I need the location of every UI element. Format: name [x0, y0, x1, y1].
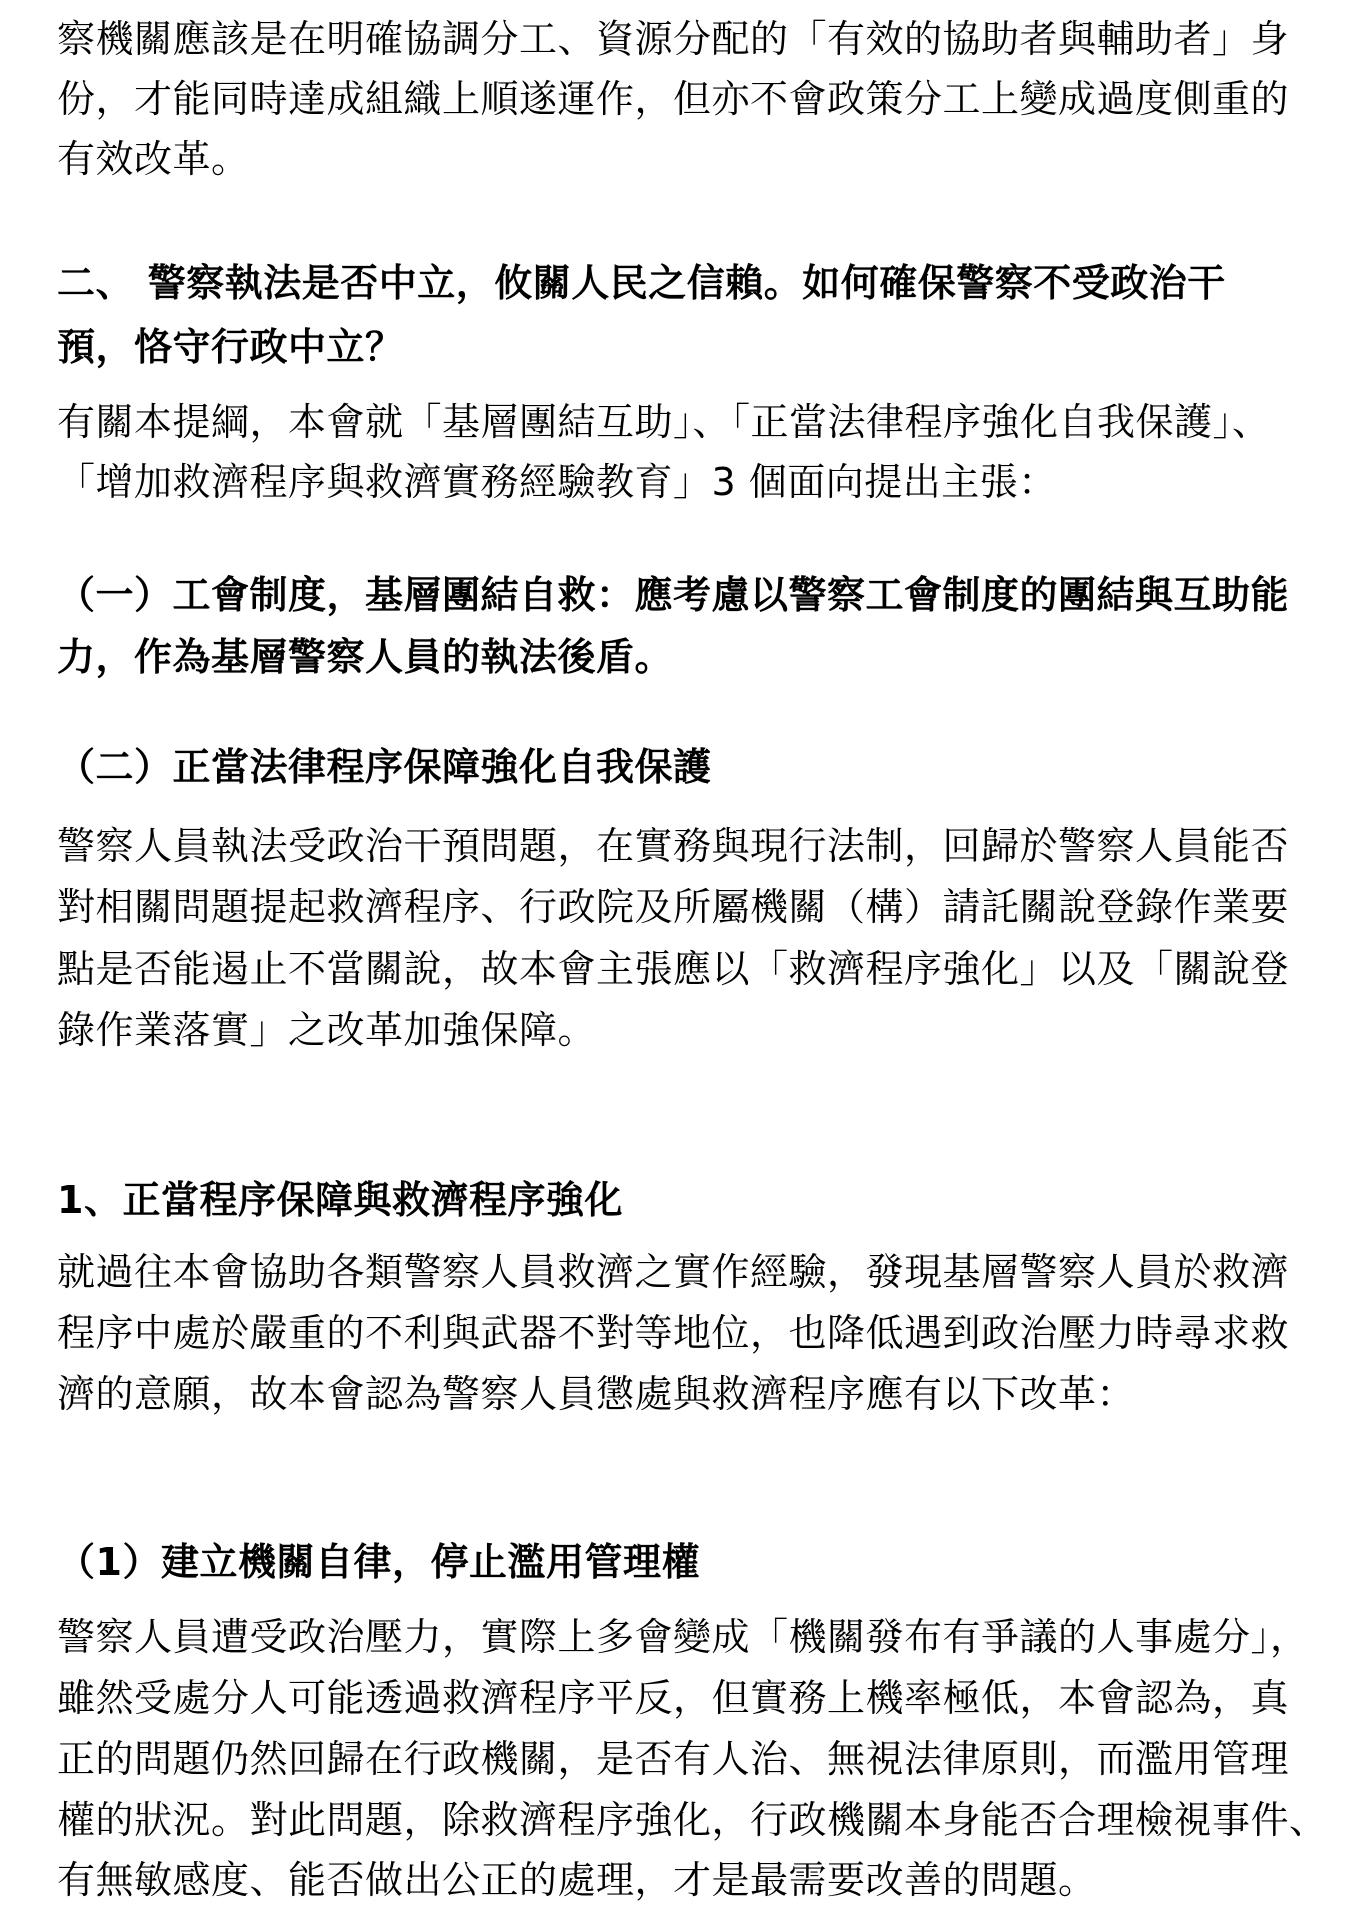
paragraph-line: 對相關問題提起救濟程序、行政院及所屬機關（構）請託關說登錄作業要	[57, 885, 1290, 929]
paragraph-line: 察機關應該是在明確協調分工、資源分配的「有效的協助者與輔助者」身	[57, 17, 1290, 61]
paragraph-line: 有效改革。	[57, 137, 250, 181]
paragraph-line: 份，才能同時達成組織上順遂運作，但亦不會政策分工上變成過度側重的	[57, 77, 1290, 121]
subsection-heading: （一）工會制度，基層團結自救：應考慮以警察工會制度的團結與互助能	[57, 573, 1290, 617]
subsection-heading: 力，作為基層警察人員的執法後盾。	[57, 635, 674, 679]
paragraph-line: 「增加救濟程序與救濟實務經驗教育」3 個面向提出主張：	[57, 460, 1057, 504]
paragraph-line: 程序中處於嚴重的不利與武器不對等地位，也降低遇到政治壓力時尋求救	[57, 1311, 1290, 1355]
section-heading: 二、 警察執法是否中立，攸關人民之信賴。如何確保警察不受政治干	[57, 261, 1226, 305]
subsection-heading: 1、正當程序保障與救濟程序強化	[57, 1178, 623, 1222]
paragraph-line: 有無敏感度、能否做出公正的處理，才是最需要改善的問題。	[57, 1858, 1097, 1902]
paragraph-line: 點是否能遏止不當關說，故本會主張應以「救濟程序強化」以及「關說登	[57, 947, 1290, 991]
paragraph-line: 雖然受處分人可能透過救濟程序平反，但實務上機率極低，本會認為，真	[57, 1676, 1290, 1720]
paragraph-line: 錄作業落實」之改革加強保障。	[57, 1008, 597, 1052]
paragraph-line: 有關本提綱，本會就「基層團結互助」、「正當法律程序強化自我保護」、	[57, 400, 1271, 444]
paragraph-line: 權的狀況。對此問題，除救濟程序強化，行政機關本身能否合理檢視事件、	[57, 1798, 1328, 1842]
paragraph-line: 濟的意願，故本會認為警察人員懲處與救濟程序應有以下改革：	[57, 1372, 1136, 1416]
subsection-heading: （二）正當法律程序保障強化自我保護	[57, 745, 712, 789]
paragraph-line: 就過往本會協助各類警察人員救濟之實作經驗，發現基層警察人員於救濟	[57, 1250, 1290, 1294]
section-heading: 預，恪守行政中立？	[57, 325, 404, 369]
paragraph-line: 警察人員遭受政治壓力，實際上多會變成「機關發布有爭議的人事處分」，	[57, 1615, 1309, 1659]
subsection-heading: （1）建立機關自律，停止濫用管理權	[57, 1540, 700, 1584]
paragraph-line: 警察人員執法受政治干預問題，在實務與現行法制，回歸於警察人員能否	[57, 824, 1290, 868]
paragraph-line: 正的問題仍然回歸在行政機關，是否有人治、無視法律原則，而濫用管理	[57, 1737, 1290, 1781]
